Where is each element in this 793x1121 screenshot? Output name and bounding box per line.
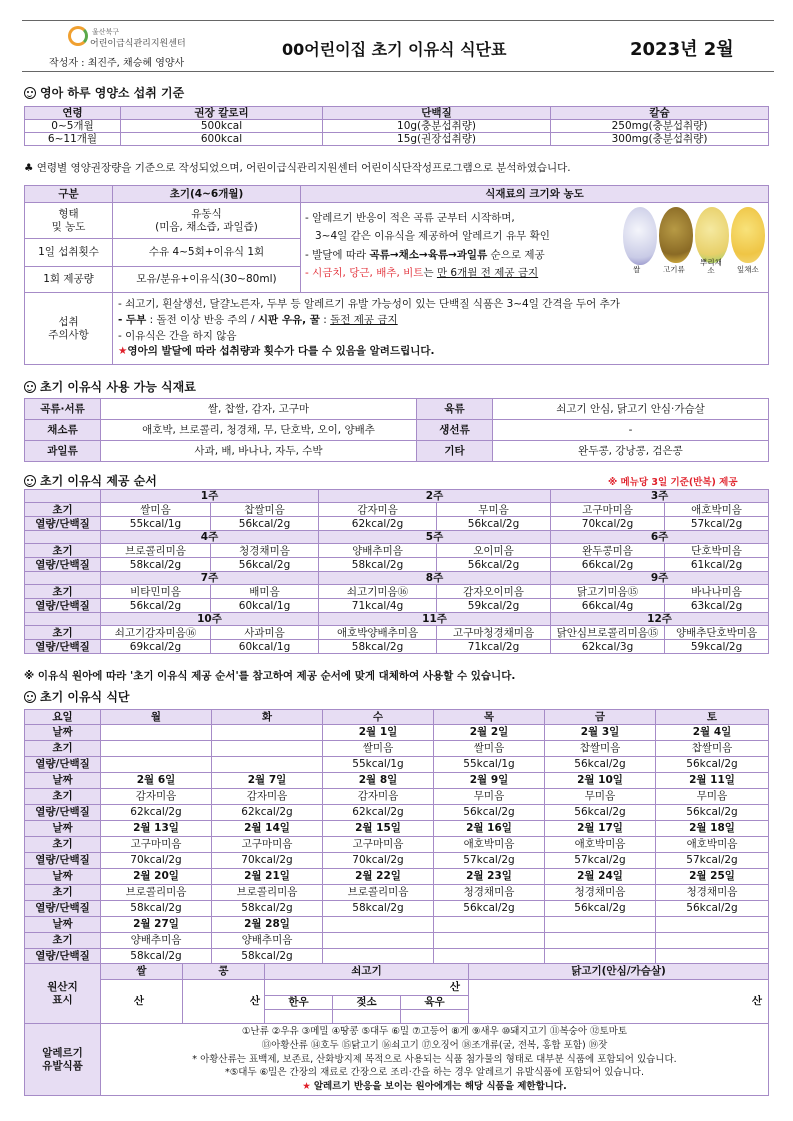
row-label-nutrition: 열량/단백질 <box>25 558 101 572</box>
order-menu-cell: 배미음 <box>211 585 319 599</box>
menu-nutrition-cell: 58kcal/2g <box>101 901 212 917</box>
origin-bean: 콩 <box>183 964 265 980</box>
menu-cell: 찹쌀미음 <box>545 741 656 757</box>
date-cell <box>545 917 656 933</box>
order-nutrition-cell: 56kcal/2g <box>101 599 211 613</box>
order-menu-cell: 사과미음 <box>211 626 319 640</box>
order-nutrition-cell: 60kcal/1g <box>211 599 319 613</box>
order-menu-cell: 애호박양배추미음 <box>319 626 437 640</box>
date-cell: 2월 13일 <box>101 821 212 837</box>
order-menu-cell: 쇠고기미음⑯ <box>319 585 437 599</box>
order-menu-cell: 쌀미음 <box>101 503 211 517</box>
order-menu-cell: 청경채미음 <box>211 544 319 558</box>
date-cell <box>323 917 434 933</box>
order-nutrition-cell: 56kcal/2g <box>437 558 551 572</box>
menu-cell: 양배추미음 <box>212 933 323 949</box>
beef-type-yukwoo-value <box>401 1010 469 1024</box>
menu-nutrition-cell: 62kcal/2g <box>101 805 212 821</box>
order-nutrition-cell: 70kcal/2g <box>551 517 665 531</box>
caution-line-1: - 쇠고기, 흰살생선, 달걀노른자, 두부 등 알레르기 유발 가능성이 있는 단백질 식품은 3~4일 간격을 두어 추가 <box>118 298 620 310</box>
order-menu-cell: 단호박미음 <box>665 544 769 558</box>
size-line-1: - 알레르기 반응이 적은 곡류 군부터 시작하며, <box>305 212 515 224</box>
beef-type-jeotso: 젖소 <box>333 996 401 1010</box>
allergy-line-2: ⑬아황산류 ⑭호두 ⑮닭고기 ⑯쇠고기 ⑰오징어 ⑱조개류(굴, 전복, 홍합 포함) ⑲잣 <box>261 1039 608 1051</box>
date-cell: 2월 20일 <box>101 869 212 885</box>
allergy-line-3: * 아황산류는 표백제, 보존료, 산화방지제 목적으로 사용되는 식품 첨가물의 형태로 대부분 식품에 포함되어 있습니다. <box>192 1053 677 1065</box>
order-nutrition-cell: 63kcal/2g <box>665 599 769 613</box>
date-cell: 2월 9일 <box>434 773 545 789</box>
menu-nutrition-cell: 56kcal/2g <box>656 901 769 917</box>
row-label-nutrition: 열량/단백질 <box>25 949 101 965</box>
order-menu-cell: 닭안심브로콜리미음⑮ <box>551 626 665 640</box>
day-header: 화 <box>212 710 323 725</box>
order-menu-cell: 무미음 <box>437 503 551 517</box>
leaf-veg-spoon-icon <box>731 207 765 263</box>
order-nutrition-cell: 55kcal/1g <box>101 517 211 531</box>
size-guide-cell <box>301 203 769 293</box>
origin-table <box>24 963 769 1096</box>
menu-cell: 애호박미음 <box>656 837 769 853</box>
spoon-label: 쌀 <box>633 265 641 274</box>
nutrition-header: 단백질 <box>323 107 551 120</box>
size-line-4: - 시금치, 당근, 배추, 비트는 만 6개월 전 제공 금지 <box>305 267 539 280</box>
intake-value: 수유 4~5회+이유식 1회 <box>113 239 301 267</box>
menu-nutrition-cell: 62kcal/2g <box>323 805 434 821</box>
row-label-menu: 초기 <box>25 837 101 853</box>
ingredient-list: 사과, 배, 바나나, 자두, 수박 <box>101 441 417 462</box>
intake-label: 1일 섭취횟수 <box>25 239 113 267</box>
row-label-date: 날짜 <box>25 773 101 789</box>
meat-spoon-icon <box>659 207 693 263</box>
menu-cell: 감자미음 <box>323 789 434 805</box>
menu-nutrition-cell: 55kcal/1g <box>434 757 545 773</box>
date-cell <box>434 917 545 933</box>
week-header: 10주 <box>101 613 319 626</box>
order-menu-cell: 고구마청경채미음 <box>437 626 551 640</box>
day-header: 토 <box>656 710 769 725</box>
order-nutrition-cell: 58kcal/2g <box>101 558 211 572</box>
amount-label: 1회 제공량 <box>25 267 113 293</box>
order-nutrition-cell: 66kcal/2g <box>551 558 665 572</box>
menu-nutrition-cell: 56kcal/2g <box>656 805 769 821</box>
menu-cell: 쌀미음 <box>323 741 434 757</box>
form-label: 형태 및 농도 <box>25 203 113 239</box>
row-label-nutrition: 열량/단백질 <box>25 757 101 773</box>
day-header: 목 <box>434 710 545 725</box>
date-cell: 2월 2일 <box>434 725 545 741</box>
week-header: 12주 <box>551 613 769 626</box>
menu-cell <box>656 933 769 949</box>
order-nutrition-cell: 62kcal/2g <box>319 517 437 531</box>
date-cell: 2월 16일 <box>434 821 545 837</box>
ingredient-category: 채소류 <box>25 420 101 441</box>
week-header: 4주 <box>101 531 319 544</box>
menu-cell: 감자미음 <box>101 789 212 805</box>
menu-cell: 청경채미음 <box>656 885 769 901</box>
row-label-menu: 초기 <box>25 626 101 640</box>
smile-icon <box>24 475 36 487</box>
order-nutrition-cell: 56kcal/2g <box>211 517 319 531</box>
beef-type-hanwoo-value <box>265 1010 333 1024</box>
ingredient-list: 쌀, 찹쌀, 감자, 고구마 <box>101 399 417 420</box>
order-after-note: ※ 이유식 원아에 따라 '초기 이유식 제공 순서'를 참고하여 제공 순서에 맞게 대체하여 사용할 수 있습니다. <box>24 670 516 682</box>
menu-cell <box>212 741 323 757</box>
menu-nutrition-cell: 56kcal/2g <box>545 805 656 821</box>
ingredient-list: 애호박, 브로콜리, 청경채, 무, 단호박, 오이, 양배추 <box>101 420 417 441</box>
date-cell <box>101 725 212 741</box>
center-logo-icon <box>68 26 88 46</box>
order-nutrition-cell: 60kcal/1g <box>211 640 319 654</box>
menu-cell: 고구마미음 <box>323 837 434 853</box>
menu-nutrition-cell: 56kcal/2g <box>434 805 545 821</box>
ingredient-category: 과일류 <box>25 441 101 462</box>
beef-type-yukwoo: 육우 <box>401 996 469 1010</box>
nutrition-cell: 600kcal <box>121 133 323 146</box>
origin-rice-value: 산 <box>101 980 183 1024</box>
nutrition-cell: 0~5개월 <box>25 120 121 133</box>
smile-icon <box>24 691 36 703</box>
menu-nutrition-cell: 58kcal/2g <box>101 949 212 965</box>
date-cell: 2월 21일 <box>212 869 323 885</box>
size-line-2: 3~4일 같은 이유식을 제공하여 알레르기 유무 확인 <box>315 230 550 243</box>
spoon-label: 뿌리채소 <box>700 258 722 276</box>
star-icon: ★ <box>118 345 128 358</box>
allergy-line-4: *⑤대두 ⑥밀은 간장의 재료로 간장으로 조리·간을 하는 경우 알레르기 유발식품에 포함되어 있습니다. <box>225 1067 644 1079</box>
order-menu-cell: 감자오이미음 <box>437 585 551 599</box>
nutrition-cell: 15g(권장섭취량) <box>323 133 551 146</box>
star-icon: ★ <box>302 1081 314 1093</box>
order-menu-cell: 쇠고기감자미음⑯ <box>101 626 211 640</box>
order-nutrition-cell: 69kcal/2g <box>101 640 211 654</box>
date-cell: 2월 28일 <box>212 917 323 933</box>
origin-chicken-value: 산 <box>469 980 769 1024</box>
ingredient-list: - <box>493 420 769 441</box>
menu-table <box>24 709 769 965</box>
order-nutrition-cell: 61kcal/2g <box>665 558 769 572</box>
row-label-menu: 초기 <box>25 885 101 901</box>
logo-small: 울산북구 <box>92 28 120 36</box>
origin-rice: 쌀 <box>101 964 183 980</box>
date-cell: 2월 11일 <box>656 773 769 789</box>
menu-cell: 찹쌀미음 <box>656 741 769 757</box>
allergy-label: 알레르기 유발식품 <box>25 1024 101 1096</box>
order-nutrition-cell: 62kcal/3g <box>551 640 665 654</box>
menu-cell: 무미음 <box>656 789 769 805</box>
order-nutrition-cell: 57kcal/2g <box>665 517 769 531</box>
date-cell: 2월 14일 <box>212 821 323 837</box>
menu-cell: 브로콜리미음 <box>101 885 212 901</box>
date-cell: 2월 6일 <box>101 773 212 789</box>
ingredient-category: 곡류·서류 <box>25 399 101 420</box>
order-menu-cell: 애호박미음 <box>665 503 769 517</box>
row-label-menu: 초기 <box>25 789 101 805</box>
origin-chicken: 닭고기(안심/가슴살) <box>469 964 769 980</box>
menu-cell <box>434 933 545 949</box>
week-header: 5주 <box>319 531 551 544</box>
row-label-menu: 초기 <box>25 933 101 949</box>
logo-name: 어린이급식관리지원센터 <box>90 39 186 49</box>
guide-table <box>24 185 769 365</box>
beef-type-jeotso-value <box>333 1010 401 1024</box>
nutrition-cell: 6~11개월 <box>25 133 121 146</box>
section-order-title: 초기 이유식 제공 순서 <box>24 472 157 489</box>
date-cell: 2월 22일 <box>323 869 434 885</box>
order-nutrition-cell: 59kcal/2g <box>437 599 551 613</box>
date-cell: 2월 4일 <box>656 725 769 741</box>
nutrition-header: 권장 칼로리 <box>121 107 323 120</box>
row-label-nutrition: 열량/단백질 <box>25 640 101 654</box>
origin-beef-value: 산 <box>265 980 469 996</box>
root-veg-spoon-icon <box>695 207 729 263</box>
analysis-note: ♣ 연령별 영양권장량을 기준으로 작성되었으며, 어린이급식관리지원센터 어린이식단작성프로그램으로 분석하였습니다. <box>24 162 571 174</box>
order-nutrition-cell: 56kcal/2g <box>437 517 551 531</box>
caution-line-2: - 두부 : 돌전 이상 반응 주의 / 시판 우유, 꿀 : 돌전 제공 금지 <box>118 313 398 326</box>
menu-cell <box>101 741 212 757</box>
day-header: 금 <box>545 710 656 725</box>
menu-cell: 양배추미음 <box>101 933 212 949</box>
order-nutrition-cell: 58kcal/2g <box>319 558 437 572</box>
form-value: 유동식 (미음, 채소즙, 과일즙) <box>113 203 301 239</box>
ingredient-category: 기타 <box>417 441 493 462</box>
menu-nutrition-cell: 57kcal/2g <box>656 853 769 869</box>
order-menu-cell: 감자미음 <box>319 503 437 517</box>
week-header: 3주 <box>551 490 769 503</box>
menu-cell: 고구마미음 <box>101 837 212 853</box>
amount-value: 모유/분유+이유식(30~80ml) <box>113 267 301 293</box>
caution-line-4: ★영아의 발달에 따라 섭취량과 횟수가 다를 수 있음을 알려드립니다. <box>118 345 435 358</box>
nutrition-cell: 300mg(충분섭취량) <box>551 133 769 146</box>
order-nutrition-cell: 58kcal/2g <box>319 640 437 654</box>
order-menu-cell: 오이미음 <box>437 544 551 558</box>
day-header: 수 <box>323 710 434 725</box>
order-menu-cell: 브로콜리미음 <box>101 544 211 558</box>
date-cell: 2월 7일 <box>212 773 323 789</box>
author: 작성자 : 최진주, 채승혜 영양사 <box>49 58 185 69</box>
menu-nutrition-cell: 70kcal/2g <box>212 853 323 869</box>
caution-line-3: - 이유식은 간을 하지 않음 <box>118 329 237 342</box>
date-cell: 2월 15일 <box>323 821 434 837</box>
menu-nutrition-cell: 58kcal/2g <box>212 949 323 965</box>
date-cell: 2월 8일 <box>323 773 434 789</box>
order-nutrition-cell: 66kcal/4g <box>551 599 665 613</box>
row-label-menu: 초기 <box>25 585 101 599</box>
menu-cell <box>545 933 656 949</box>
row-label-menu: 초기 <box>25 503 101 517</box>
order-nutrition-cell: 56kcal/2g <box>211 558 319 572</box>
rice-spoon-icon <box>623 207 657 265</box>
date-cell <box>212 725 323 741</box>
section-nutrition-title: 영아 하루 영양소 섭취 기준 <box>24 84 184 101</box>
menu-nutrition-cell: 70kcal/2g <box>323 853 434 869</box>
nutrition-table <box>24 106 769 146</box>
guide-header-category: 구분 <box>25 186 113 203</box>
ingredient-category: 육류 <box>417 399 493 420</box>
week-blank <box>25 613 101 626</box>
caution-cell <box>113 293 769 365</box>
menu-cell: 쌀미음 <box>434 741 545 757</box>
spoon-label: 잎채소 <box>737 265 759 274</box>
menu-nutrition-cell: 56kcal/2g <box>545 757 656 773</box>
week-blank <box>25 572 101 585</box>
menu-cell: 청경채미음 <box>434 885 545 901</box>
menu-cell: 고구마미음 <box>212 837 323 853</box>
date-cell: 2월 27일 <box>101 917 212 933</box>
section-menu-title: 초기 이유식 식단 <box>24 688 130 705</box>
week-header: 9주 <box>551 572 769 585</box>
row-label-nutrition: 열량/단백질 <box>25 517 101 531</box>
section-ingredients-title: 초기 이유식 사용 가능 식재료 <box>24 378 196 395</box>
menu-nutrition-cell: 56kcal/2g <box>545 901 656 917</box>
order-menu-cell: 닭고기미음⑮ <box>551 585 665 599</box>
allergy-line-1: ①난류 ②우유 ③메밀 ④땅콩 ⑤대두 ⑥밀 ⑦고등어 ⑧게 ⑨새우 ⑩돼지고기 ⑪복숭아 ⑫토마토 <box>241 1026 628 1038</box>
menu-cell: 청경채미음 <box>545 885 656 901</box>
day-header: 요일 <box>25 710 101 725</box>
nutrition-header: 칼슘 <box>551 107 769 120</box>
order-menu-cell: 고구마미음 <box>551 503 665 517</box>
header <box>22 20 774 72</box>
row-label-date: 날짜 <box>25 821 101 837</box>
nutrition-cell: 10g(충분섭취량) <box>323 120 551 133</box>
week-header: 6주 <box>551 531 769 544</box>
guide-header-stage: 초기(4~6개월) <box>113 186 301 203</box>
order-nutrition-cell: 71kcal/2g <box>437 640 551 654</box>
date-cell <box>656 917 769 933</box>
row-label-menu: 초기 <box>25 741 101 757</box>
week-blank <box>25 531 101 544</box>
menu-cell: 브로콜리미음 <box>323 885 434 901</box>
menu-cell: 무미음 <box>434 789 545 805</box>
menu-cell: 무미음 <box>545 789 656 805</box>
allergy-line-5: ★ 알레르기 반응을 보이는 원아에게는 해당 식품을 제한합니다. <box>302 1081 567 1093</box>
menu-cell: 감자미음 <box>212 789 323 805</box>
origin-beef: 쇠고기 <box>265 964 469 980</box>
date-cell: 2월 18일 <box>656 821 769 837</box>
order-menu-cell: 찹쌀미음 <box>211 503 319 517</box>
row-label-nutrition: 열량/단백질 <box>25 805 101 821</box>
origin-label: 원산지 표시 <box>25 964 101 1024</box>
date-cell: 2월 17일 <box>545 821 656 837</box>
week-blank <box>25 490 101 503</box>
date-cell: 2월 23일 <box>434 869 545 885</box>
menu-nutrition-cell: 58kcal/2g <box>212 901 323 917</box>
guide-header-size: 식재료의 크기와 농도 <box>301 186 769 203</box>
ingredient-list: 완두콩, 강낭콩, 검은콩 <box>493 441 769 462</box>
menu-nutrition-cell: 56kcal/2g <box>656 757 769 773</box>
date-cell: 2월 24일 <box>545 869 656 885</box>
row-label-nutrition: 열량/단백질 <box>25 599 101 613</box>
page-date: 2023년 2월 <box>630 39 734 60</box>
nutrition-header: 연령 <box>25 107 121 120</box>
order-menu-cell: 양배추미음 <box>319 544 437 558</box>
spoon-label: 고기류 <box>663 265 685 274</box>
order-menu-cell: 완두콩미음 <box>551 544 665 558</box>
row-label-menu: 초기 <box>25 544 101 558</box>
order-nutrition-cell: 71kcal/4g <box>319 599 437 613</box>
page-title: 00어린이집 초기 이유식 식단표 <box>282 40 507 59</box>
row-label-date: 날짜 <box>25 725 101 741</box>
row-label-date: 날짜 <box>25 917 101 933</box>
menu-nutrition-cell: 57kcal/2g <box>545 853 656 869</box>
menu-nutrition-cell: 62kcal/2g <box>212 805 323 821</box>
date-cell: 2월 1일 <box>323 725 434 741</box>
week-header: 11주 <box>319 613 551 626</box>
order-nutrition-cell: 59kcal/2g <box>665 640 769 654</box>
menu-cell: 애호박미음 <box>434 837 545 853</box>
row-label-nutrition: 열량/단백질 <box>25 901 101 917</box>
order-note: ※ 메뉴당 3일 기준(반복) 제공 <box>608 477 738 488</box>
nutrition-cell: 500kcal <box>121 120 323 133</box>
menu-nutrition-cell: 56kcal/2g <box>434 901 545 917</box>
beef-type-hanwoo: 한우 <box>265 996 333 1010</box>
menu-nutrition-cell: 58kcal/2g <box>323 901 434 917</box>
row-label-nutrition: 열량/단백질 <box>25 853 101 869</box>
menu-cell <box>323 933 434 949</box>
order-menu-cell: 비타민미음 <box>101 585 211 599</box>
week-header: 1주 <box>101 490 319 503</box>
menu-cell: 애호박미음 <box>545 837 656 853</box>
origin-bean-value: 산 <box>183 980 265 1024</box>
date-cell: 2월 25일 <box>656 869 769 885</box>
order-menu-cell: 양배추단호박미음 <box>665 626 769 640</box>
ingredients-table <box>24 398 769 462</box>
size-line-3: - 발달에 따라 곡류→채소→육류→과일류 순으로 제공 <box>305 248 545 261</box>
menu-nutrition-cell <box>101 757 212 773</box>
order-menu-cell: 바나나미음 <box>665 585 769 599</box>
menu-nutrition-cell: 57kcal/2g <box>434 853 545 869</box>
smile-icon <box>24 381 36 393</box>
week-header: 2주 <box>319 490 551 503</box>
order-table <box>24 489 769 654</box>
menu-nutrition-cell <box>212 757 323 773</box>
ingredient-category: 생선류 <box>417 420 493 441</box>
row-label-date: 날짜 <box>25 869 101 885</box>
ingredient-list: 쇠고기 안심, 닭고기 안심·가슴살 <box>493 399 769 420</box>
caution-label: 섭취 주의사항 <box>25 293 113 365</box>
menu-cell: 브로콜리미음 <box>212 885 323 901</box>
menu-nutrition-cell: 70kcal/2g <box>101 853 212 869</box>
date-cell: 2월 3일 <box>545 725 656 741</box>
allergy-cell <box>101 1024 769 1096</box>
week-header: 7주 <box>101 572 319 585</box>
menu-nutrition-cell: 55kcal/1g <box>323 757 434 773</box>
week-header: 8주 <box>319 572 551 585</box>
smile-icon <box>24 87 36 99</box>
day-header: 월 <box>101 710 212 725</box>
date-cell: 2월 10일 <box>545 773 656 789</box>
nutrition-cell: 250mg(충분섭취량) <box>551 120 769 133</box>
